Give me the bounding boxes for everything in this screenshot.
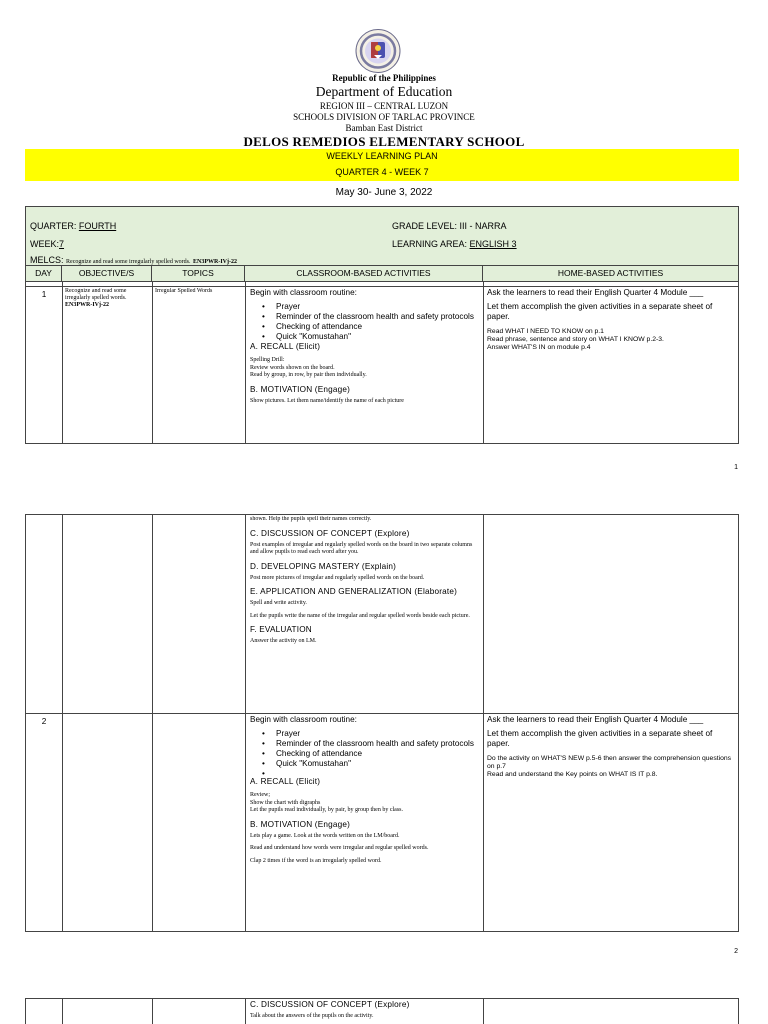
day1-application-heading: E. APPLICATION AND GENERALIZATION (Elaborate) [250,587,458,596]
region-line: REGION III – CENTRAL LUZON [319,101,449,111]
date-range: May 30- June 3, 2022 [335,187,433,198]
melcs-code: EN3PWR-IVj-22 [193,259,238,265]
day1-motivation-text: Show pictures. Let them name/identify the name of each picture [250,397,404,404]
area-label: LEARNING AREA: [392,239,468,249]
list-item: • Checking of attendance [276,322,480,332]
list-item: • Prayer [276,302,480,312]
list-item: • Checking of attendance [276,749,480,759]
col-day: DAY [25,266,62,282]
col-home: HOME-BASED ACTIVITIES [482,266,739,282]
day1-application-text2: Let the pupils write the name of the irregular and regular spelled words beside each picture. [250,612,470,619]
day2-home-read1: Do the activity on WHAT'S NEW p.5-6 then answer the comprehension questions on p.7 [487,755,732,770]
department-name: Department of Education [315,84,453,99]
area-value: ENGLISH 3 [469,239,517,249]
list-item: • Prayer [276,729,480,739]
day2-home-line2: Let them accomplish the given activities in a separate sheet of paper. [487,729,713,748]
day1-topic: Irregular Spelled Words [155,288,213,294]
day2-motivation-text2: Read and understand how words were irregular and regular spelled words. [250,845,429,851]
grade-value: III - NARRA [459,221,507,231]
day1-routine: Begin with classroom routine: [250,288,357,297]
school-name: DELOS REMEDIOS ELEMENTARY SCHOOL [243,134,525,149]
day2-classroom [250,715,480,931]
day2-recall-line2: Show the chart with digraphs [250,799,321,806]
quarter-week: QUARTER 4 - WEEK 7 [25,163,739,181]
day1-classroom [250,288,480,442]
list-item: • Reminder of the classroom health and safety protocols [276,739,480,749]
plan-title: WEEKLY LEARNING PLAN [25,149,739,163]
day1-recall-line2: Read by group, in row, by pair then individually. [250,372,367,378]
day2-motivation-text1: Lets play a game. Look at the words written on the LM/board. [250,832,400,839]
day1-discussion-heading: C. DISCUSSION OF CONCEPT (Explore) [250,528,410,538]
quarter-label: QUARTER: [30,221,77,231]
melcs-label: MELCS: [30,255,64,265]
col-topics: TOPICS [151,266,245,282]
day2-motivation-text3: Clap 2 times if the word is an irregularly spelled word. [250,857,382,864]
melcs-text: Recognize and read some irregularly spelled words. [66,259,191,265]
day2-home [487,715,737,779]
col-objectives: OBJECTIVE/S [61,266,152,282]
day1-home-read3: Answer WHAT'S IN on module p.4 [487,344,591,351]
day2-motivation-heading: B. MOTIVATION (Engage) [250,819,351,829]
day1-home [487,288,737,352]
list-item: • Quick "Komustahan" [276,759,480,769]
day1-motivation-cont: shown. Help the pupils spell their names correctly. [250,516,372,522]
day1-home-line2: Let them accomplish the given activities in a separate sheet of paper. [487,302,713,321]
day2-discussion-heading: C. DISCUSSION OF CONCEPT (Explore) [250,1000,410,1009]
day2-routine-list [276,729,480,777]
list-item: • Quick "Komustahan" [276,332,480,342]
day1-classroom-cont [250,516,480,712]
day1-recall-title: Spelling Drill: [250,357,285,363]
day1-evaluation-text: Answer the activity on LM. [250,638,317,644]
day1-routine-list [276,302,480,342]
grade-label: GRADE LEVEL: [392,221,458,231]
day1-home-read1: Read WHAT I NEED TO KNOW on p.1 [487,328,604,335]
day1-objective-text: Recognize and read some irregularly spelled words. [65,288,127,301]
republic-line: Republic of the Philippines [332,73,436,83]
col-classroom: CLASSROOM-BASED ACTIVITIES [244,266,483,282]
division-line: SCHOOLS DIVISION OF TARLAC PROVINCE [293,112,475,122]
day1-evaluation-heading: F. EVALUATION [250,625,312,634]
grade-field [392,221,507,231]
day2-recall-line3: Let the pupils read individually, by pair, by group then by class. [250,807,404,813]
week-field [30,239,64,249]
day2-discussion-text: Talk about the answers of the pupils on the activity. [250,1013,374,1019]
day1-recall-line1: Review words shown on the board. [250,364,335,371]
day1-home-line1: Ask the learners to read their English Quarter 4 Module ___ [487,288,704,297]
day2-home-read2: Read and understand the Key points on WHAT IS IT p.8. [487,771,658,778]
day2-routine: Begin with classroom routine: [250,715,357,724]
page-number-1: 1 [734,464,738,471]
list-item: • Reminder of the classroom health and safety protocols [276,312,480,322]
day1-discussion-text: Post examples of irregular and regularly spelled words on the board in two separate columns and allow pupils to read each word after you. [250,541,473,555]
plan-table-page2 [25,514,739,932]
day1-number: 1 [41,290,47,299]
quarter-field [30,221,116,231]
day2-number: 2 [41,717,47,726]
district-line: Bamban East District [345,123,423,133]
plan-table-page3 [25,998,739,1024]
day2-recall-heading: A. RECALL (Elicit) [250,777,321,786]
day2-home-line1: Ask the learners to read their English Quarter 4 Module ___ [487,715,704,724]
day1-home-read2: Read phrase, sentence and story on WHAT I KNOW p.2-3. [487,336,664,343]
day1-recall-heading: A. RECALL (Elicit) [250,342,321,351]
info-box [25,206,739,266]
day1-mastery-heading: D. DEVELOPING MASTERY (Explain) [250,561,397,571]
day1-objective [65,288,150,309]
area-field [392,239,517,249]
day1-objective-code: EN3PWR-IVj-22 [65,302,109,308]
page-number-2: 2 [734,948,738,955]
week-value: 7 [59,239,65,249]
day2-recall-line1: Review; [250,792,270,798]
day1-application-text1: Spell and write activity. [250,600,307,606]
day2-classroom-cont [250,999,480,1024]
day1-motivation-heading: B. MOTIVATION (Engage) [250,384,351,394]
plan-table-page1 [25,282,739,444]
week-label: WEEK: [30,239,60,249]
deped-seal-icon [354,28,402,74]
quarter-value: FOURTH [78,221,117,231]
melcs-field [30,255,237,265]
day1-mastery-text: Post more pictures of irregular and regularly spelled words on the board. [250,574,425,581]
list-item [276,769,480,777]
